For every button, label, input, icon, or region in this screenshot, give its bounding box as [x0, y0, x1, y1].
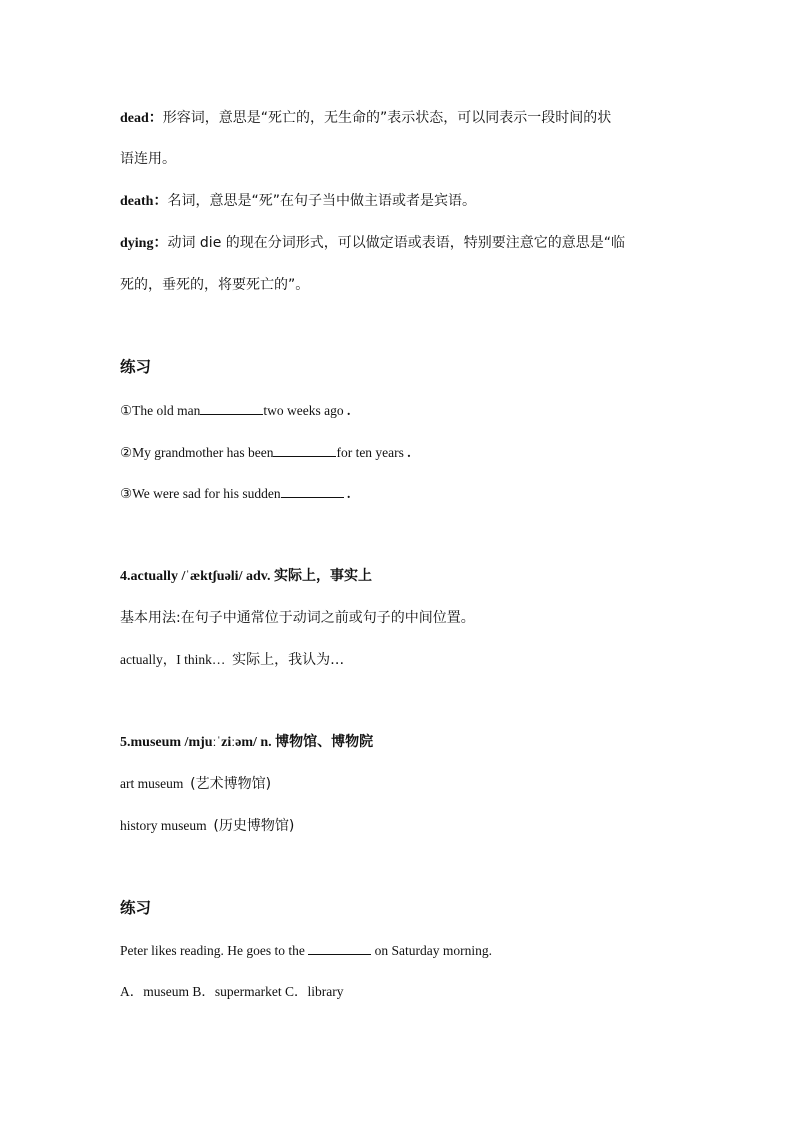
period: . [346, 486, 351, 501]
word-5-headword: 5.museum /mjuːˈziːəm/ n. [120, 735, 272, 750]
exercise-question [120, 940, 492, 961]
exercise-text-after: for ten years [336, 445, 404, 460]
answer-blank[interactable] [273, 442, 336, 457]
exercise-text-before: My grandmother has been [132, 445, 274, 460]
answer-blank[interactable] [308, 940, 371, 955]
exercise-2 [120, 442, 411, 463]
word-4-meaning: 实际上，事实上 [273, 568, 372, 584]
word-4-example [120, 650, 344, 670]
dead-definition-text: 形容词，意思是“死亡的，无生命的”表示状态，可以同表示一段时间的状 [162, 110, 612, 126]
term-death: death [120, 194, 154, 209]
word-4-title [120, 566, 372, 587]
example-en: actually，I think… [120, 652, 226, 667]
death-definition-text: 名词，意思是“死”在句子当中做主语或者是宾语。 [167, 193, 476, 209]
term-dead: dead [120, 111, 149, 126]
word-4-usage: 基本用法:在句子中通常位于动词之前或句子的中间位置。 [120, 610, 475, 626]
word-5-example-2 [120, 816, 294, 836]
exercise-number: ③ [120, 486, 133, 501]
word-5-example-1 [120, 774, 271, 794]
example-cn: 实际上，我认为… [232, 652, 345, 668]
word-4-headword: 4.actually /ˈæktʃuəli/ adv. [120, 569, 271, 584]
word-5-meaning: 博物馆、博物院 [275, 734, 374, 750]
example-cn: (历史博物馆) [213, 818, 295, 834]
colon: ： [153, 236, 168, 251]
exercise-text-before: We were sad for his sudden [132, 486, 281, 501]
question-text-before: Peter likes reading. He goes to the [120, 943, 305, 958]
exercise-3 [120, 483, 350, 504]
dying-definition-line1 [120, 233, 625, 254]
dead-definition-line2: 语连用。 [120, 151, 176, 167]
dead-definition-line1 [120, 108, 611, 129]
exercise-text-before: The old man [132, 403, 201, 418]
answer-options: A．museum B．supermarket C．library [120, 984, 344, 999]
answer-blank[interactable] [200, 400, 263, 415]
dying-definition-text: 动词 die 的现在分词形式，可以做定语或表语，特别要注意它的意思是“临 [167, 235, 626, 251]
exercise-text-after: two weeks ago [263, 403, 344, 418]
exercise-1 [120, 400, 350, 421]
death-definition [120, 191, 476, 212]
example-cn: (艺术博物馆) [190, 776, 272, 792]
answer-blank[interactable] [281, 483, 344, 498]
example-en: history museum [120, 818, 207, 833]
practice-heading-1: 练习 [120, 358, 152, 376]
dying-definition-line2: 死的，垂死的，将要死亡的”。 [120, 277, 310, 293]
exercise-number: ① [120, 403, 133, 418]
exercise-number: ② [120, 445, 133, 460]
term-dying: dying [120, 236, 154, 251]
colon: ： [148, 111, 163, 126]
period: . [346, 403, 351, 418]
question-text-after: on Saturday morning. [374, 943, 492, 958]
practice-heading-2: 练习 [120, 899, 152, 917]
word-5-title [120, 732, 373, 753]
period: . [407, 445, 411, 460]
colon: ： [153, 194, 168, 209]
example-en: art museum [120, 776, 184, 791]
